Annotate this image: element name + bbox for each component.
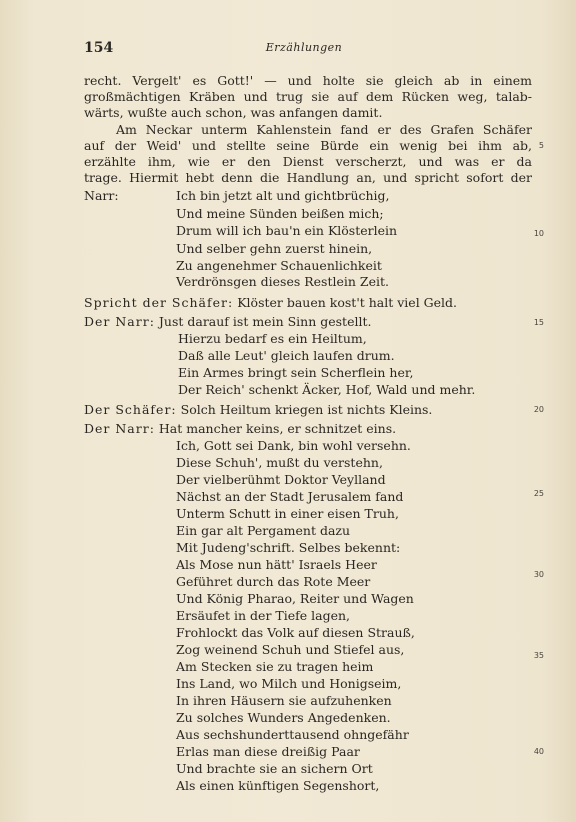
- line-number: 40: [533, 747, 544, 756]
- line-number: 10: [533, 229, 544, 238]
- verse-line: Ich bin jetzt alt und gichtbrüchig,: [176, 188, 390, 203]
- verse-line: Ein gar alt Pergament dazu: [176, 523, 351, 538]
- verse-line: Frohlockt das Volk auf diesen Strauß,: [176, 625, 415, 640]
- verse-line: Am Stecken sie zu tragen heim: [176, 659, 374, 674]
- verse-line: Drum will ich bau'n ein Klösterlein: [176, 223, 398, 238]
- verse-line: Hierzu bedarf es ein Heiltum,: [178, 331, 367, 346]
- running-head: Erzählungen: [265, 41, 343, 54]
- dialogue-line: [84, 314, 532, 330]
- verse-line: Verdrönsgen dieses Restlein Zeit.: [176, 274, 389, 289]
- verse-line: In ihren Häusern sie aufzuhenken: [176, 693, 392, 708]
- verse-line: Und meine Sünden beißen mich;: [176, 206, 384, 221]
- line-number: 15: [533, 318, 544, 327]
- dialogue-text: Just darauf ist mein Sinn gestellt.: [158, 314, 372, 329]
- line-number: 20: [533, 405, 544, 414]
- prose-line: großmächtigen Kräben und trug sie auf dem Rücken weg, talab-: [84, 89, 532, 104]
- line-number: 5: [538, 141, 544, 150]
- prose-line: trage. Hiermit hebt denn die Handlung an, und spricht sofort der: [84, 170, 532, 185]
- verse-line: Als einen künftigen Segenshort,: [176, 778, 380, 793]
- speaker-name: Narr:: [84, 188, 119, 203]
- prose-line: recht. Vergelt' es Gott!' — und holte sie gleich ab in einem: [84, 73, 532, 88]
- verse-line: Der Reich' schenkt Äcker, Hof, Wald und mehr.: [178, 382, 476, 397]
- prose-line: Am Neckar unterm Kahlenstein fand er des Grafen Schäfer: [116, 122, 532, 137]
- line-number: 35: [533, 651, 544, 660]
- speaker-name: Der Schäfer:: [84, 402, 177, 417]
- verse-line: Zu solches Wunders Angedenken.: [176, 710, 391, 725]
- dialogue-line: [84, 421, 532, 437]
- dialogue-text: Klöster bauen kost't halt viel Geld.: [237, 295, 458, 310]
- verse-line: Nächst an der Stadt Jerusalem fand: [176, 489, 404, 504]
- verse-line: Unterm Schutt in einer eisen Truh,: [176, 506, 399, 521]
- prose-line: erzählte ihm, wie er den Dienst verscherzt, und was er da: [84, 154, 532, 169]
- prose-line: auf der Weid' und stellte seine Bürde ein wenig bei ihm ab,: [84, 138, 532, 153]
- verse-line: Und König Pharao, Reiter und Wagen: [176, 591, 414, 606]
- verse-line: Und selber gehn zuerst hinein,: [176, 241, 373, 256]
- verse-line: Daß alle Leut' gleich laufen drum.: [178, 348, 395, 363]
- verse-line: Geführet durch das Rote Meer: [176, 574, 371, 589]
- verse-line: Mit Judeng'schrift. Selbes bekennt:: [176, 540, 401, 555]
- speaker-name: Der Narr:: [84, 314, 155, 329]
- page-header: [84, 40, 524, 58]
- line-number: 25: [533, 489, 544, 498]
- prose-line: wärts, wußte auch schon, was anfangen damit.: [84, 105, 383, 120]
- verse-line: Aus sechshunderttausend ohngefähr: [176, 727, 409, 742]
- line-number: 30: [533, 570, 544, 579]
- dialogue-line: [84, 402, 532, 418]
- verse-line: Ein Armes bringt sein Scherflein her,: [178, 365, 414, 380]
- verse-line: Diese Schuh', mußt du verstehn,: [176, 455, 383, 470]
- verse-line: Ich, Gott sei Dank, bin wohl versehn.: [176, 438, 411, 453]
- dialogue-text: Solch Heiltum kriegen ist nichts Kleins.: [180, 402, 433, 417]
- speaker-label: [84, 188, 164, 204]
- verse-line: Erlas man diese dreißig Paar: [176, 744, 360, 759]
- dialogue-line: [84, 295, 532, 311]
- verse-line: Zu angenehmer Schauenlichkeit: [176, 258, 382, 273]
- verse-line: Der vielberühmt Doktor Veylland: [176, 472, 386, 487]
- verse-line: Ersäufet in der Tiefe lagen,: [176, 608, 351, 623]
- dialogue-text: Hat mancher keins, er schnitzet eins.: [158, 421, 397, 436]
- verse-line: Und brachte sie an sichern Ort: [176, 761, 373, 776]
- page-number: 154: [84, 40, 114, 56]
- speaker-name: Der Narr:: [84, 421, 155, 436]
- verse-line: Als Mose nun hätt' Israels Heer: [176, 557, 377, 572]
- verse-line: Zog weinend Schuh und Stiefel aus,: [176, 642, 405, 657]
- verse-line: Ins Land, wo Milch und Honigseim,: [176, 676, 402, 691]
- speaker-name: Spricht der Schäfer:: [84, 295, 234, 310]
